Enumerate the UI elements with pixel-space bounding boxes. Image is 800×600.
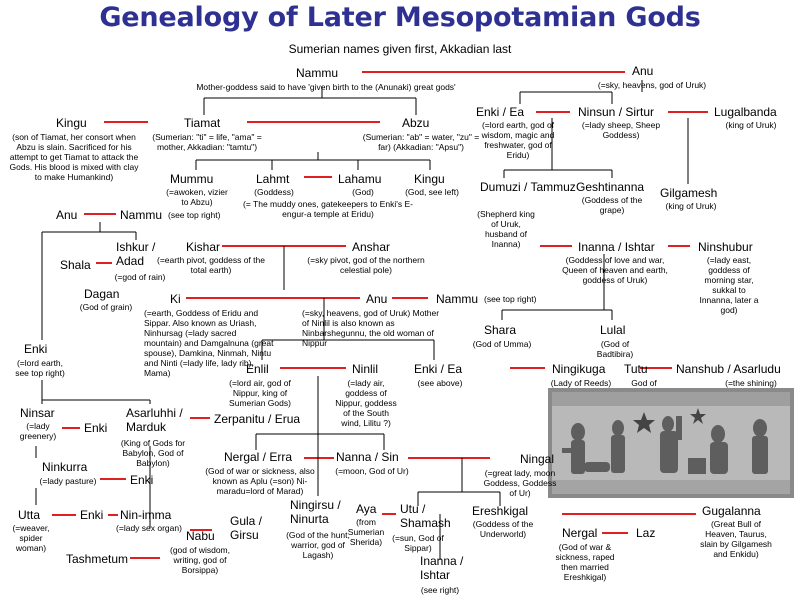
node-abzu-desc: (Sumerian: "ab" = water, "zu" = far) (Akkadian: "Apsu") — [362, 132, 480, 152]
node-ninsun-desc: (=lady sheep, Sheep Goddess) — [581, 120, 661, 140]
node-ningal-desc: (=great lady, moon Goddess, Goddess of Ur) — [483, 468, 557, 498]
node-lulal: Lulal — [600, 323, 626, 337]
node-ninsar: Ninsar — [20, 406, 55, 420]
node-nammu-desc: Mother-goddess said to have 'given birth to the (Anunaki) great gods' — [196, 82, 456, 92]
node-ishkur-desc: (=god of rain) — [114, 272, 166, 282]
node-dumuzi-desc: (Shepherd king of Uruk, husband of Inanna) — [477, 209, 535, 249]
node-ninsun: Ninsun / Sirtur — [578, 105, 655, 119]
node-nanna-sin: Nanna / Sin — [336, 450, 399, 464]
node-ninkurra-desc: (=lady pasture) — [39, 476, 97, 486]
node-ereshkigal-desc: (Goddess of the Underworld) — [472, 519, 534, 539]
node-tiamat: Tiamat — [184, 116, 221, 130]
node-lahmt: Lahmt — [256, 172, 290, 186]
node-nammu-mid: Nammu — [436, 292, 479, 306]
node-utta-desc: (=weaver, spider woman) — [12, 523, 50, 553]
node-kingu-2-desc: (God, see left) — [405, 187, 459, 197]
node-enki-3: Enki — [130, 473, 154, 487]
node-ninlil: Ninlil — [352, 362, 379, 376]
node-anu-mid: Anu — [366, 292, 388, 306]
page-title: Genealogy of Later Mesopotamian Gods — [99, 2, 701, 33]
node-nergal-erra-desc: (God of war or sickness, also known as Aplu (=son) Ni-maradu=lord of Marad) — [205, 466, 315, 496]
node-ki-desc: (=earth, Goddess of Eridu and Sippar. Also known as Uriash, Ninhursag (=lady sacred mountain) and Damgalnuna (great spouse), Damkina, Ninmah, Nintu and Ninti (=lady life, lady rib), Mama) — [144, 308, 274, 378]
node-kingu-2: Kingu — [414, 172, 445, 186]
node-kishar: Kishar — [186, 240, 221, 254]
node-anshar: Anshar — [352, 240, 391, 254]
node-ninlil-desc: (=lady air, goddess of Nippur, goddess of the South wind, Lilitu ?) — [335, 378, 397, 428]
node-shara: Shara — [484, 323, 517, 337]
node-ninshubur: Ninshubur — [698, 240, 753, 254]
node-ningirsu-desc: (God of the hunt, warrior, god of Lagash) — [286, 530, 350, 560]
node-kishar-desc: (=earth pivot, goddess of the total earth) — [157, 255, 265, 275]
node-inanna-low-desc: (see right) — [420, 585, 460, 595]
node-shala: Shala — [60, 258, 91, 272]
node-nabu-desc: (god of wisdom, writing, god of Borsippa) — [170, 545, 230, 575]
node-enki-ea: Enki / Ea — [476, 105, 525, 119]
node-gula: Gula / Girsu — [230, 514, 263, 542]
node-gilgamesh: Gilgamesh — [660, 186, 718, 200]
node-aya-desc: (from Sumerian Sherida) — [347, 517, 385, 547]
node-ninshubur-desc: (=lady east, goddess of morning star, sukkal to Innanna, later a god) — [699, 255, 759, 315]
node-gilgamesh-desc: (king of Uruk) — [665, 201, 717, 211]
node-lugalbanda: Lugalbanda — [714, 105, 777, 119]
node-ishkur: Ishkur / Adad — [116, 240, 156, 268]
node-gugalanna-desc: (Great Bull of Heaven, Taurus, slain by Gilgamesh and Enkidu) — [700, 519, 772, 559]
node-anu-top-desc: (=sky, heavens, god of Uruk) — [597, 80, 707, 90]
node-anu-left: Anu — [56, 208, 78, 222]
node-ninsar-desc: (=lady greenery) — [19, 421, 57, 441]
node-nanna-sin-desc: (=moon, God of Ur) — [335, 466, 409, 476]
node-ningirsu: Ningirsu / Ninurta — [290, 498, 341, 526]
node-lahamu: Lahamu — [338, 172, 382, 186]
node-tutu: Tutu — [624, 362, 648, 376]
node-nammu-mid-note: (see top right) — [484, 294, 537, 304]
node-tutu-desc: God of — [631, 378, 657, 388]
node-nammu-left: Nammu — [120, 208, 163, 222]
node-nergal-2-desc: (God of war & sickness, raped then married Ereshkigal) — [555, 542, 615, 582]
node-enki-left-desc: (=lord earth, see top right) — [15, 358, 65, 378]
node-abzu: Abzu — [402, 116, 430, 130]
node-utta: Utta — [18, 508, 41, 522]
node-enlil-desc: (=lord air, god of Nippur, king of Sumerian Gods) — [229, 378, 291, 408]
node-geshtinanna: Geshtinanna — [576, 180, 645, 194]
node-ninkurra: Ninkurra — [42, 460, 88, 474]
node-tiamat-desc: (Sumerian: "ti" = life, "ama" = mother, Akkadian: "tamtu") — [152, 132, 262, 152]
node-nabu: Nabu — [186, 529, 215, 543]
node-dagan-desc: (God of grain) — [79, 302, 133, 312]
node-enki-2: Enki — [84, 421, 108, 435]
node-inanna-ishtar-desc: (Goddess of love and war, Queen of heaven and earth, goddess of Uruk) — [562, 255, 668, 285]
cylinder-seal-image — [548, 388, 794, 498]
node-dagan: Dagan — [84, 287, 120, 301]
node-lahmt-desc: (Goddess) — [254, 187, 294, 197]
node-inanna-ishtar: Inanna / Ishtar — [578, 240, 655, 254]
node-anu-mid-desc: (=sky, heavens, god of Uruk) Mother of Ninlil is also known as Ninbarshegunnu, the old woman of Nippur — [302, 308, 440, 348]
node-enki-ea-2: Enki / Ea — [414, 362, 463, 376]
node-enki-4: Enki — [80, 508, 104, 522]
node-utu: Utu / Shamash — [400, 502, 451, 530]
node-lulal-desc: (God of Badtibira) — [596, 339, 634, 359]
node-enlil: Enlil — [246, 362, 269, 376]
node-enki-left: Enki — [24, 342, 48, 356]
node-anu-top: Anu — [632, 64, 654, 78]
node-ninimma: Nin-imma — [120, 508, 172, 522]
node-nergal-2: Nergal — [562, 526, 598, 540]
node-aya: Aya — [356, 502, 377, 516]
node-zerpanitu: Zerpanitu / Erua — [214, 412, 301, 426]
node-shara-desc: (God of Umma) — [472, 339, 532, 349]
node-kingu-desc: (son of Tiamat, her consort when Abzu is slain. Sacrificed for his attempt to get Tiamat to attack the Gods. His blood is mixed with clay to make Humankind) — [9, 132, 139, 182]
node-asarluhhi-desc: (King of Gods for Babylon, God of Babylon) — [120, 438, 186, 468]
node-ereshkigal: Ereshkigal — [472, 504, 529, 518]
node-tashmetum: Tashmetum — [66, 552, 129, 566]
node-ningikuga: Ningikuga — [552, 362, 606, 376]
node-geshtinanna-desc: (Goddess of the grape) — [581, 195, 643, 215]
node-mummu-desc: (=awoken, vizier to Abzu) — [166, 187, 228, 207]
node-lahamu-desc: (God) — [352, 187, 374, 197]
node-kingu: Kingu — [56, 116, 87, 130]
node-ninimma-desc: (=lady sex organ) — [116, 523, 182, 533]
node-asarluhhi: Asarluhhi / Marduk — [126, 406, 183, 434]
node-laz: Laz — [636, 526, 656, 540]
node-inanna-low: Inanna / Ishtar — [420, 554, 464, 582]
node-mummu: Mummu — [170, 172, 214, 186]
node-ningikuga-desc: (Lady of Reeds) — [550, 378, 612, 388]
node-nammu-left-note: (see top right) — [168, 210, 221, 220]
page-subtitle: Sumerian names given first, Akkadian last — [288, 42, 512, 56]
node-anshar-desc: (=sky pivot, god of the northern celestial pole) — [307, 255, 425, 275]
node-ki: Ki — [170, 292, 181, 306]
node-utu-desc: (=sun, God of Sippar) — [392, 533, 444, 553]
node-nanshub-desc: (=the shining) — [725, 378, 777, 388]
node-ningal: Ningal — [520, 452, 555, 466]
node-nergal-erra: Nergal / Erra — [224, 450, 293, 464]
node-lugalbanda-desc: (king of Uruk) — [725, 120, 777, 130]
node-enki-ea-desc: (=lord earth, god of wisdom, magic and freshwater, god of Eridu) — [481, 120, 555, 160]
muddy-ones-desc: (= The muddy ones, gatekeepers to Enki's E-engur-a temple at Eridu) — [243, 199, 413, 219]
node-nammu: Nammu — [296, 66, 339, 80]
node-gugalanna: Gugalanna — [702, 504, 761, 518]
node-nanshub: Nanshub / Asarludu — [676, 362, 781, 376]
node-dumuzi: Dumuzi / Tammuz — [480, 180, 576, 194]
node-enki-ea-2-desc: (see above) — [417, 378, 463, 388]
